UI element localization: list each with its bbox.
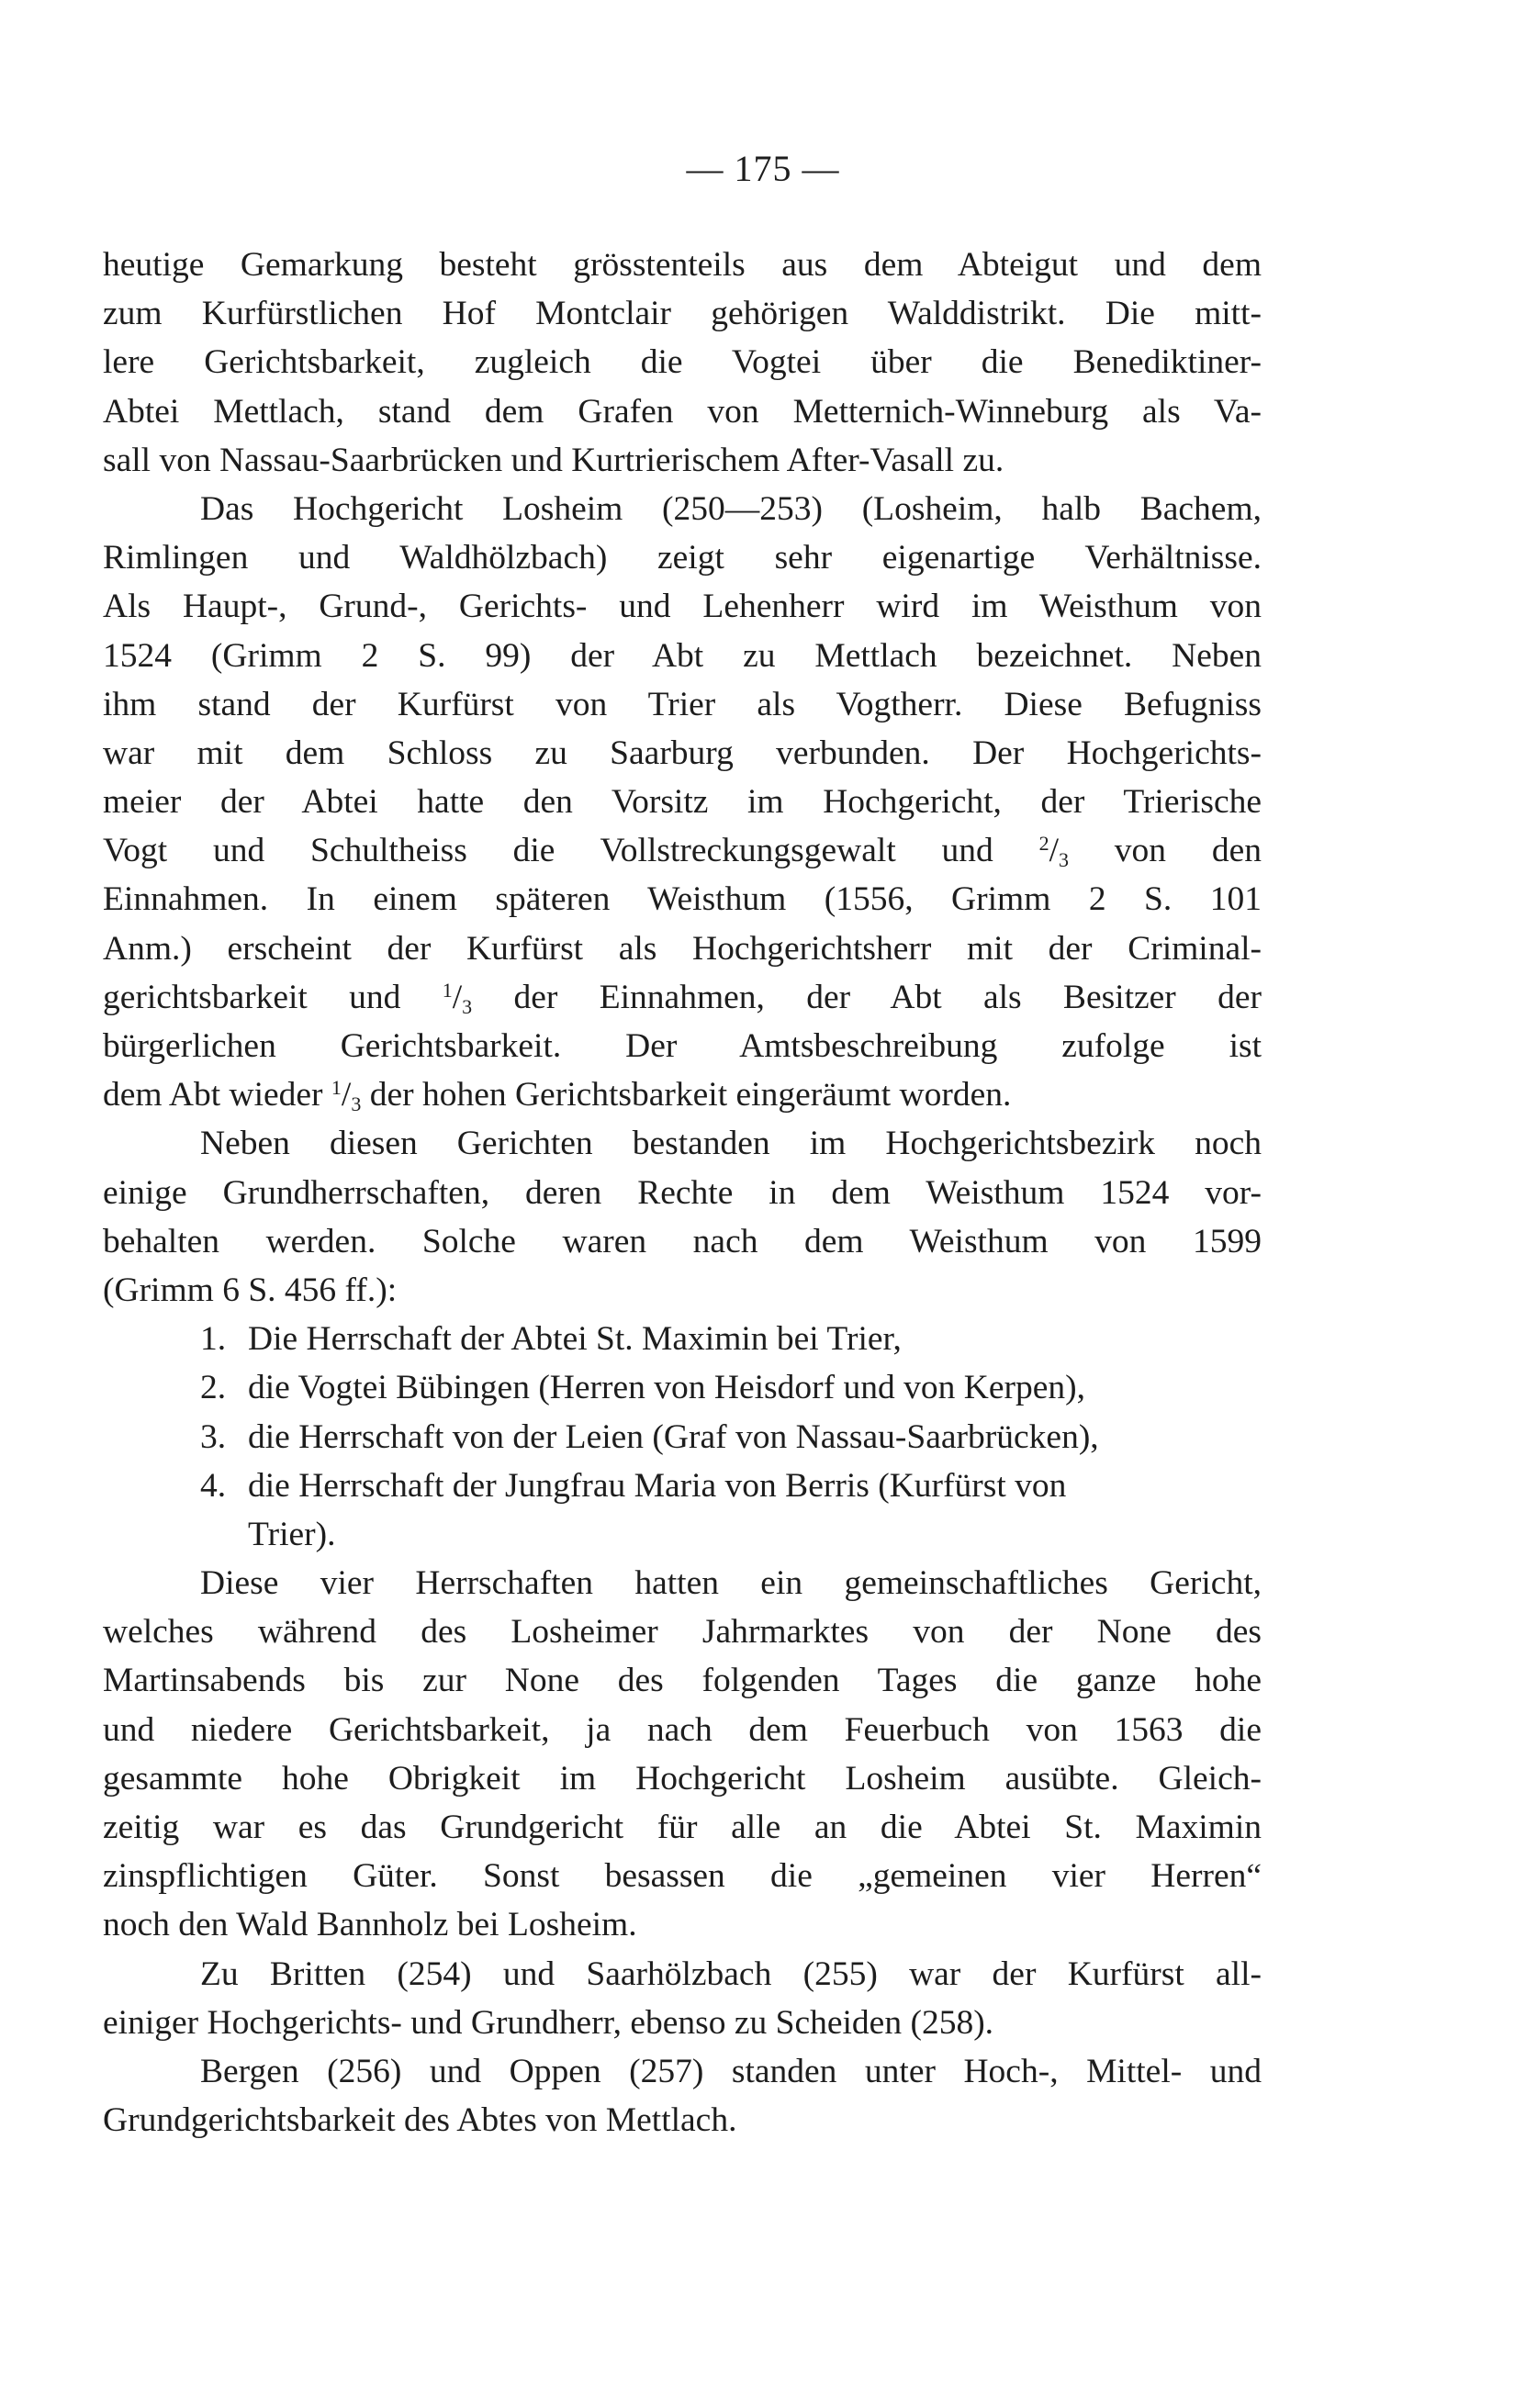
text-line xyxy=(103,1070,1262,1119)
fraction-numerator: 1 xyxy=(331,1076,342,1100)
text-line: Abtei Mettlach, stand dem Grafen von Metternich-Winneburg als Va- xyxy=(103,392,1262,431)
list-text: die Herrschaft von der Leien (Graf von Nassau-Saarbrücken), xyxy=(248,1417,1099,1456)
text-line: Bergen (256) und Oppen (257) standen unter Hoch-, Mittel- und xyxy=(200,2052,1262,2090)
text-fragment: Vogt und Schultheiss die Vollstreckungsgewalt und xyxy=(103,832,993,870)
text-line: behalten werden. Solche waren nach dem Weisthum von 1599 xyxy=(103,1222,1262,1260)
list-number: 1. xyxy=(200,1320,227,1359)
text-line: Anm.) erscheint der Kurfürst als Hochgerichtsherr mit der Criminal- xyxy=(103,929,1262,968)
fraction-numerator: 2 xyxy=(1038,832,1049,856)
fraction: $^1/_3$ xyxy=(331,1076,362,1116)
list-text: die Vogtei Bübingen (Herren von Heisdorf und von Kerpen), xyxy=(248,1369,1085,1407)
list-text: Die Herrschaft der Abtei St. Maximin bei Trier, xyxy=(248,1320,902,1359)
text-line: zinspflichtigen Güter. Sonst besassen die „gemeinen vier Herren“ xyxy=(103,1857,1262,1896)
text-line: Einnahmen. In einem späteren Weisthum (1556, Grimm 2 S. 101 xyxy=(103,880,1262,919)
text-fragment: von den xyxy=(1114,832,1262,870)
list-number: 4. xyxy=(200,1466,227,1505)
text-line: gesammte hohe Obrigkeit im Hochgericht Losheim ausübte. Gleich- xyxy=(103,1759,1262,1798)
text-line: heutige Gemarkung besteht grösstenteils aus dem Abteigut und dem xyxy=(103,246,1262,284)
text-line: zum Kurfürstlichen Hof Montclair gehörigen Walddistrikt. Die mitt- xyxy=(103,295,1262,333)
text-line: Zu Britten (254) und Saarhölzbach (255) war der Kurfürst all- xyxy=(200,1954,1262,1993)
list-item xyxy=(103,1413,1262,1462)
text-line: meier der Abtei hatte den Vorsitz im Hochgericht, der Trierische xyxy=(103,783,1262,822)
body-text xyxy=(103,241,1262,2145)
list-item xyxy=(103,1315,1262,1363)
text-line xyxy=(103,826,1262,875)
text-line: Als Haupt-, Grund-, Gerichts- und Lehenherr wird im Weisthum von xyxy=(103,588,1262,626)
text-line: Grundgerichtsbarkeit des Abtes von Mettlach. xyxy=(103,2101,737,2140)
text-line: 1524 (Grimm 2 S. 99) der Abt zu Mettlach bezeichnet. Neben xyxy=(103,636,1262,675)
text-fragment: dem Abt wieder xyxy=(103,1076,323,1114)
text-line: Neben diesen Gerichten bestanden im Hochgerichtsbezirk noch xyxy=(200,1125,1262,1163)
text-line: sall von Nassau-Saarbrücken und Kurtrierischem After-Vasall zu. xyxy=(103,441,1004,479)
text-line: war mit dem Schloss zu Saarburg verbunden. Der Hochgerichts- xyxy=(103,734,1262,772)
text-line: einige Grundherrschaften, deren Rechte in dem Weisthum 1524 vor- xyxy=(103,1173,1262,1212)
text-line: zeitig war es das Grundgericht für alle an die Abtei St. Maximin xyxy=(103,1809,1262,1846)
text-fragment: der hohen Gerichtsbarkeit eingeräumt worden. xyxy=(369,1076,1012,1114)
fraction-denominator: 3 xyxy=(1059,848,1069,872)
list-number: 3. xyxy=(200,1417,227,1456)
page-number: — 175 — xyxy=(686,148,840,189)
text-line: bürgerlichen Gerichtsbarkeit. Der Amtsbeschreibung zufolge ist xyxy=(103,1027,1262,1065)
fraction-denominator: 3 xyxy=(462,994,473,1018)
text-fragment: der Einnahmen, der Abt als Besitzer der xyxy=(513,978,1262,1016)
text-line: (Grimm 6 S. 456 ff.): xyxy=(103,1271,398,1309)
text-line: welches während des Losheimer Jahrmarktes von der None des xyxy=(103,1613,1262,1652)
fraction: $^1/_3$ xyxy=(442,978,473,1018)
text-line xyxy=(103,973,1262,1022)
text-line: noch den Wald Bannholz bei Losheim. xyxy=(103,1906,637,1944)
list-item-continuation: Trier). xyxy=(248,1515,336,1553)
text-fragment: gerichtsbarkeit und xyxy=(103,978,401,1016)
fraction-numerator: 1 xyxy=(442,978,453,1002)
text-line: Diese vier Herrschaften hatten ein gemeinschaftliches Gericht, xyxy=(200,1564,1262,1603)
text-line: einiger Hochgerichts- und Grundherr, ebenso zu Scheiden (258). xyxy=(103,2003,994,2042)
list-number: 2. xyxy=(200,1369,227,1407)
text-line: und niedere Gerichtsbarkeit, ja nach dem Feuerbuch von 1563 die xyxy=(103,1710,1262,1749)
text-line: Das Hochgericht Losheim (250—253) (Losheim, halb Bachem, xyxy=(200,489,1262,528)
text-line: lere Gerichtsbarkeit, zugleich die Vogtei über die Benediktiner- xyxy=(103,343,1262,382)
fraction: $^2/_3$ xyxy=(1038,832,1069,872)
list-text: die Herrschaft der Jungfrau Maria von Berris (Kurfürst von xyxy=(248,1466,1067,1505)
text-line: ihm stand der Kurfürst von Trier als Vogtherr. Diese Befugniss xyxy=(103,685,1262,723)
text-line: Rimlingen und Waldhölzbach) zeigt sehr eigenartige Verhältnisse. xyxy=(103,539,1262,577)
text-line: Martinsabends bis zur None des folgenden Tages die ganze hohe xyxy=(103,1662,1262,1700)
fraction-denominator: 3 xyxy=(351,1092,362,1116)
list-item xyxy=(103,1462,1262,1510)
list-item xyxy=(103,1363,1262,1412)
